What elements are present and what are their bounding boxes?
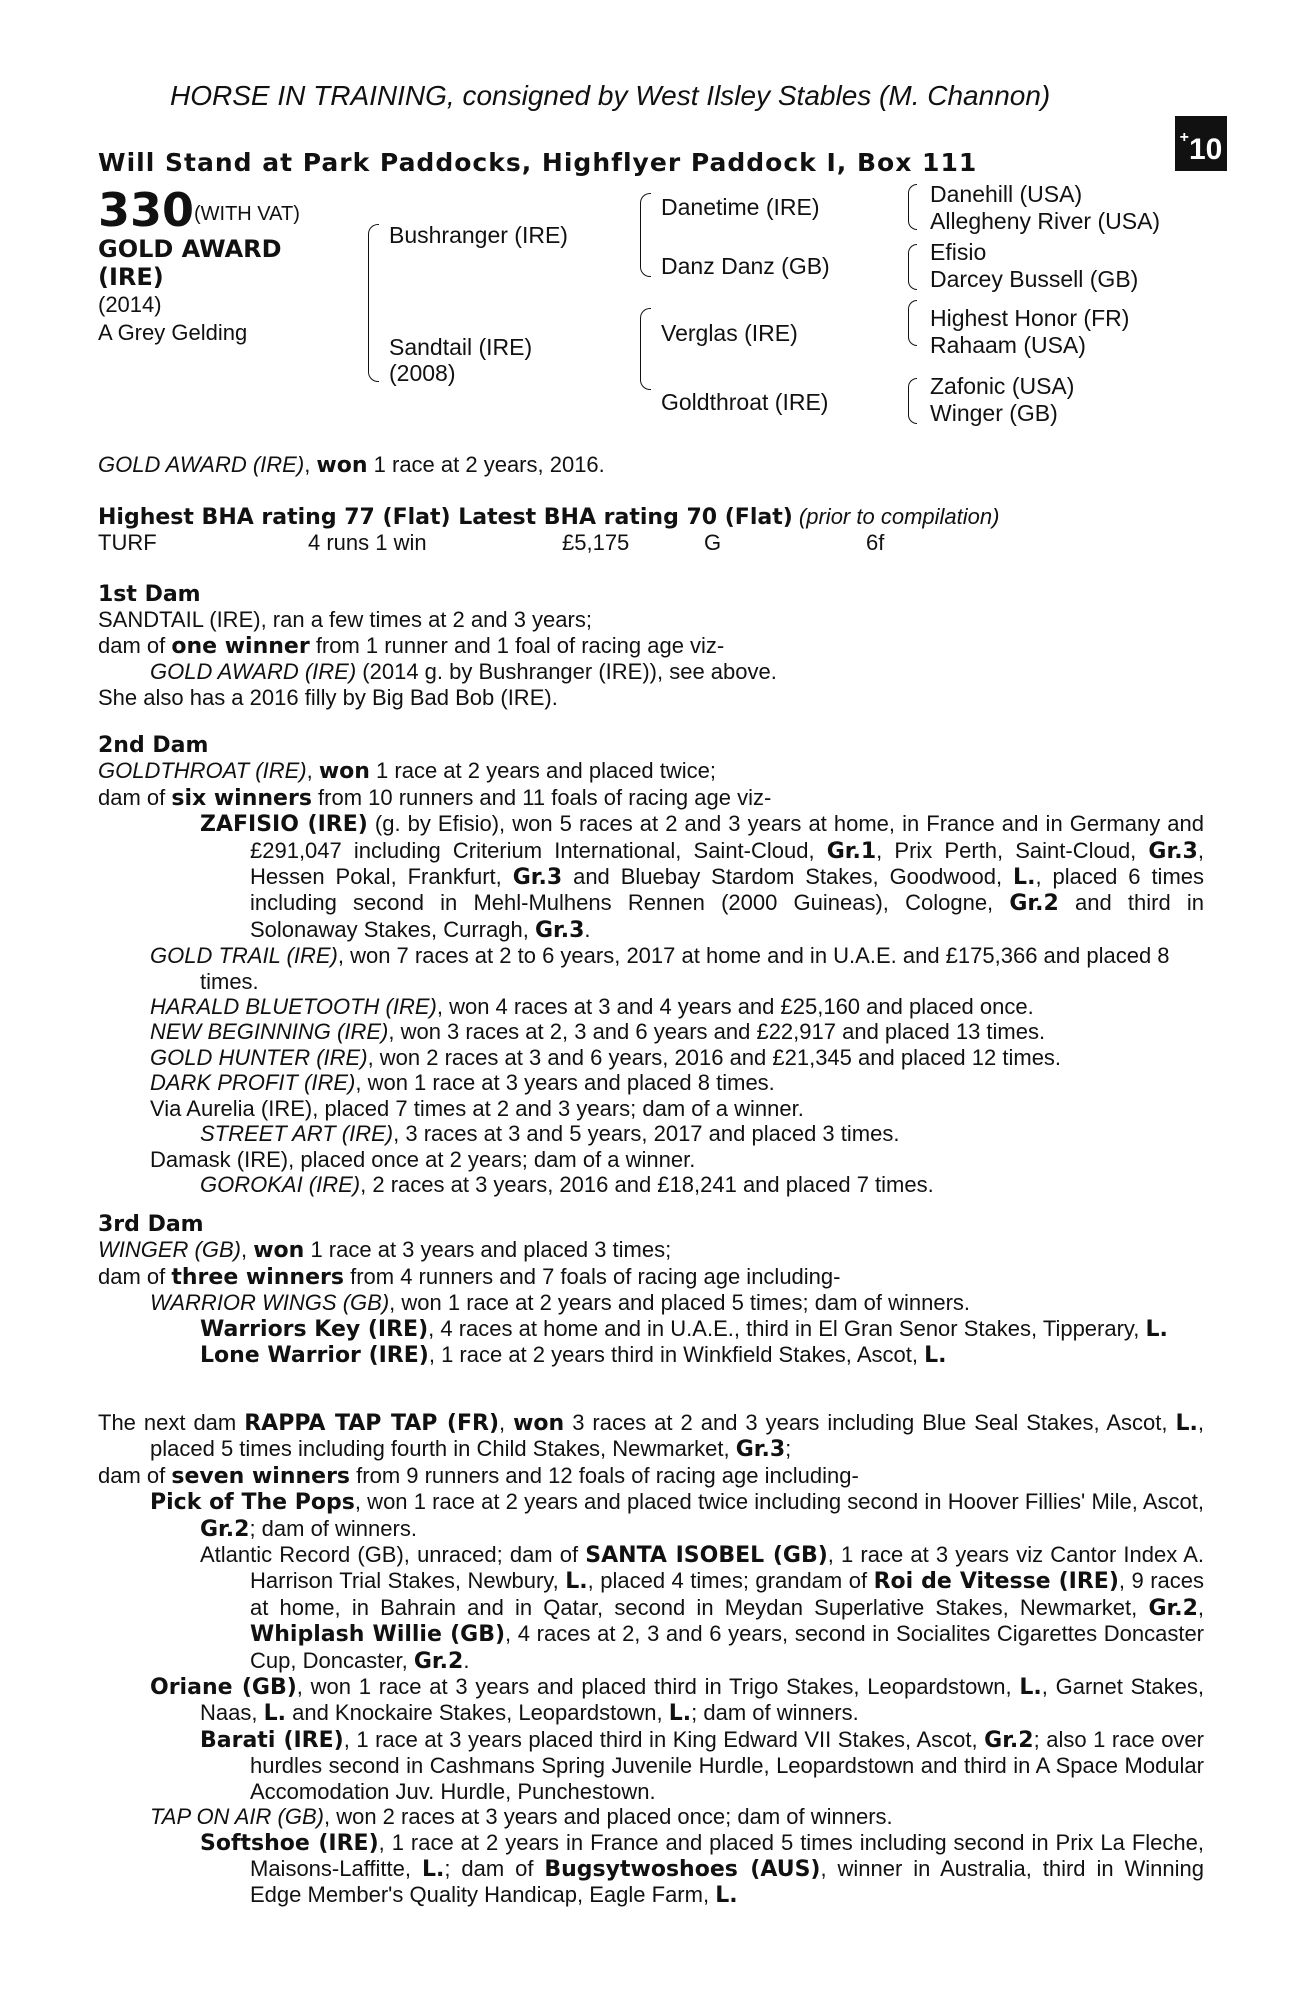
- pedigree-brace-sd: [908, 244, 917, 290]
- pedigree-dss: Highest Honor (FR): [930, 305, 1130, 331]
- pedigree-dam-dam: Goldthroat (IRE): [661, 389, 829, 415]
- lot-vat-note: (WITH VAT): [194, 203, 300, 225]
- progeny-gold-trail: GOLD TRAIL (IRE), won 7 races at 2 to 6 years, 2017 at home and in U.A.E. and £175,366 and placed 8 times.: [150, 943, 1170, 994]
- progeny-warriors-key: Warriors Key (IRE), 4 races at home and in U.A.E., third in El Gran Senor Stakes, Tipperary, L.: [200, 1315, 1168, 1342]
- first-dam-progeny: GOLD AWARD (IRE) (2014 g. by Bushranger (IRE)), see above.: [150, 659, 777, 685]
- page-header-title: HORSE IN TRAINING, consigned by West Ilsley Stables (M. Channon): [170, 80, 1051, 111]
- pedigree-brace-sire: [640, 193, 651, 277]
- vat-plus-badge: [1175, 116, 1227, 171]
- pedigree-sss: Danehill (USA): [930, 181, 1083, 207]
- pedigree-dam-year: (2008): [389, 360, 456, 386]
- pedigree-sdd: Darcey Bussell (GB): [930, 266, 1139, 292]
- lot-number: 330: [98, 183, 195, 237]
- turf-label: TURF: [98, 530, 157, 556]
- first-dam-line-4: She also has a 2016 filly by Big Bad Bob (IRE).: [98, 684, 558, 710]
- third-dam-heading: 3rd Dam: [98, 1212, 204, 1237]
- progeny-atlantic-record: Atlantic Record (GB), unraced; dam of SANTA ISOBEL (GB), 1 race at 3 years viz Cantor Index A. Harrison Trial Stakes, Newbury, L., placed 4 times; grandam of Roi de Vitesse (IRE), 9 races at home, in Bahrain and in Qatar, second in Meydan Superlative Stakes, Newmarket, Gr.2, Whiplash Willie (GB), 4 races at 2, 3 and 6 years, second in Socialites Cigarettes Doncaster Cup, Doncaster, Gr.2.: [200, 1542, 1205, 1674]
- first-dam-section: [98, 582, 1204, 710]
- pedigree-dam-sire: Verglas (IRE): [661, 320, 798, 346]
- progeny-street-art: STREET ART (IRE), 3 races at 3 and 5 years, 2017 and placed 3 times.: [200, 1121, 900, 1147]
- progeny-tap-on-air: TAP ON AIR (GB), won 2 races at 3 years and placed once; dam of winners.: [150, 1804, 893, 1830]
- turf-runs: 4 runs 1 win: [308, 530, 427, 556]
- next-dam-line: The next dam RAPPA TAP TAP (FR), won 3 races at 2 and 3 years including Blue Seal Stakes, Ascot, L., placed 5 times including fourth in Child Stakes, Newmarket, Gr.3;: [98, 1410, 1204, 1463]
- progeny-gorokai: GOROKAI (IRE), 2 races at 3 years, 2016 and £18,241 and placed 7 times.: [200, 1171, 934, 1197]
- progeny-gold-hunter: GOLD HUNTER (IRE), won 2 races at 3 and 6 years, 2016 and £21,345 and placed 12 times.: [150, 1044, 1062, 1070]
- progeny-new-beginning: NEW BEGINNING (IRE), won 3 races at 2, 3 and 6 years and £22,917 and placed 13 times.: [150, 1019, 1046, 1045]
- third-dam-section: [98, 1212, 1204, 1368]
- progeny-harald-bluetooth: HARALD BLUETOOTH (IRE), won 4 races at 3 and 4 years and £25,160 and placed once.: [150, 994, 1034, 1020]
- ratings-block: [98, 504, 1204, 555]
- turf-distance: 6f: [866, 530, 885, 556]
- progeny-lone-warrior: Lone Warrior (IRE), 1 race at 2 years third in Winkfield Stakes, Ascot, L.: [200, 1342, 947, 1369]
- summary-rest: 1 race at 2 years, 2016.: [367, 452, 605, 477]
- race-summary: GOLD AWARD (IRE), won 1 race at 2 years, 2016.: [98, 452, 605, 478]
- turf-going: G: [704, 530, 722, 556]
- third-dam-line-2: dam of three winners from 4 runners and 7 foals of racing age including-: [98, 1263, 841, 1290]
- pedigree-dam: Sandtail (IRE): [389, 334, 533, 360]
- badge-number: 10: [1188, 133, 1223, 166]
- progeny-dark-profit: DARK PROFIT (IRE), won 1 race at 3 years and placed 8 times.: [150, 1070, 775, 1096]
- bha-ratings: Highest BHA rating 77 (Flat) Latest BHA rating 70 (Flat): [98, 505, 793, 530]
- first-dam-heading: 1st Dam: [98, 582, 201, 607]
- stand-location: Will Stand at Park Paddocks, Highflyer Paddock I, Box 111: [98, 148, 978, 177]
- first-dam-line-2: dam of one winner from 1 runner and 1 foal of racing age viz-: [98, 632, 725, 659]
- horse-year: (2014): [98, 292, 162, 317]
- summary-won: won: [316, 453, 368, 478]
- progeny-zafisio: ZAFISIO (IRE) (g. by Efisio), won 5 races at 2 and 3 years at home, in France and in Germany and £291,047 including Criterium International, Saint-Cloud, Gr.1, Prix Perth, Saint-Cloud, Gr.3, Hessen Pokal, Frankfurt, Gr.3 and Bluebay Stardom Stakes, Goodwood, L., placed 6 times including second in Mehl-Mulhens Rennen (2000 Guineas), Cologne, Gr.2 and third in Solonaway Stakes, Curragh, Gr.3.: [200, 811, 1205, 943]
- second-dam-heading: 2nd Dam: [98, 733, 209, 758]
- next-dam-section: [98, 1410, 1204, 1909]
- pedigree-dds: Zafonic (USA): [930, 373, 1075, 399]
- second-dam-line-2: dam of six winners from 10 runners and 11 foals of racing age viz-: [98, 784, 772, 811]
- progeny-oriane: Oriane (GB), won 1 race at 3 years and placed third in Trigo Stakes, Leopardstown, L., Garnet Stakes, Naas, L. and Knockaire Stakes, Leopardstown, L.; dam of winners.: [150, 1674, 1204, 1727]
- pedigree-sds: Efisio: [930, 239, 987, 265]
- pedigree-sire: Bushranger (IRE): [389, 222, 568, 248]
- pedigree-brace-gen1: [368, 224, 379, 382]
- progeny-pick-of-the-pops: Pick of The Pops, won 1 race at 2 years and placed twice including second in Hoover Fillies' Mile, Ascot, Gr.2; dam of winners.: [150, 1489, 1204, 1542]
- progeny-via-aurelia: Via Aurelia (IRE), placed 7 times at 2 and 3 years; dam of a winner.: [150, 1095, 804, 1121]
- pedigree-dsd: Rahaam (USA): [930, 332, 1086, 358]
- badge-plus-sign: +: [1179, 129, 1189, 146]
- second-dam-line-1: GOLDTHROAT (IRE), won 1 race at 2 years and placed twice;: [98, 758, 717, 785]
- summary-horse-name: GOLD AWARD (IRE): [98, 452, 305, 477]
- pedigree-brace-ss: [908, 184, 917, 230]
- progeny-warrior-wings: WARRIOR WINGS (GB), won 1 race at 2 years and placed 5 times; dam of winners.: [150, 1290, 971, 1316]
- first-dam-line-1: SANDTAIL (IRE), ran a few times at 2 and 3 years;: [98, 607, 592, 633]
- ratings-note: (prior to compilation): [798, 504, 1000, 529]
- progeny-damask: Damask (IRE), placed once at 2 years; dam of a winner.: [150, 1146, 696, 1172]
- next-dam-winners-line: dam of seven winners from 9 runners and 12 foals of racing age including-: [98, 1462, 859, 1489]
- progeny-softshoe: Softshoe (IRE), 1 race at 2 years in France and placed 5 times including second in Prix La Fleche, Maisons-Laffitte, L.; dam of Bugsytwoshoes (AUS), winner in Australia, third in Winning Edge Member's Quality Handicap, Eagle Farm, L.: [200, 1829, 1204, 1909]
- pedigree-ssd: Allegheny River (USA): [930, 208, 1161, 234]
- horse-name: GOLD AWARD (IRE): [98, 235, 282, 291]
- turf-prize: £5,175: [562, 530, 630, 556]
- progeny-barati: Barati (IRE), 1 race at 3 years placed third in King Edward VII Stakes, Ascot, Gr.2; also 1 race over hurdles second in Cashmans Spring Juvenile Hurdle, Leopardstown and third in A Space Modular Accomodation Juv. Hurdle, Punchestown.: [200, 1726, 1204, 1804]
- third-dam-line-1: WINGER (GB), won 1 race at 3 years and placed 3 times;: [98, 1237, 672, 1264]
- second-dam-section: [98, 733, 1204, 1197]
- pedigree-sire-sire: Danetime (IRE): [661, 194, 820, 220]
- pedigree-brace-dd: [908, 378, 917, 424]
- horse-description: A Grey Gelding: [98, 320, 248, 345]
- pedigree-sire-dam: Danz Danz (GB): [661, 253, 830, 279]
- pedigree-brace-ds: [908, 300, 917, 346]
- pedigree-ddd: Winger (GB): [930, 400, 1058, 426]
- pedigree-brace-dam: [640, 308, 651, 390]
